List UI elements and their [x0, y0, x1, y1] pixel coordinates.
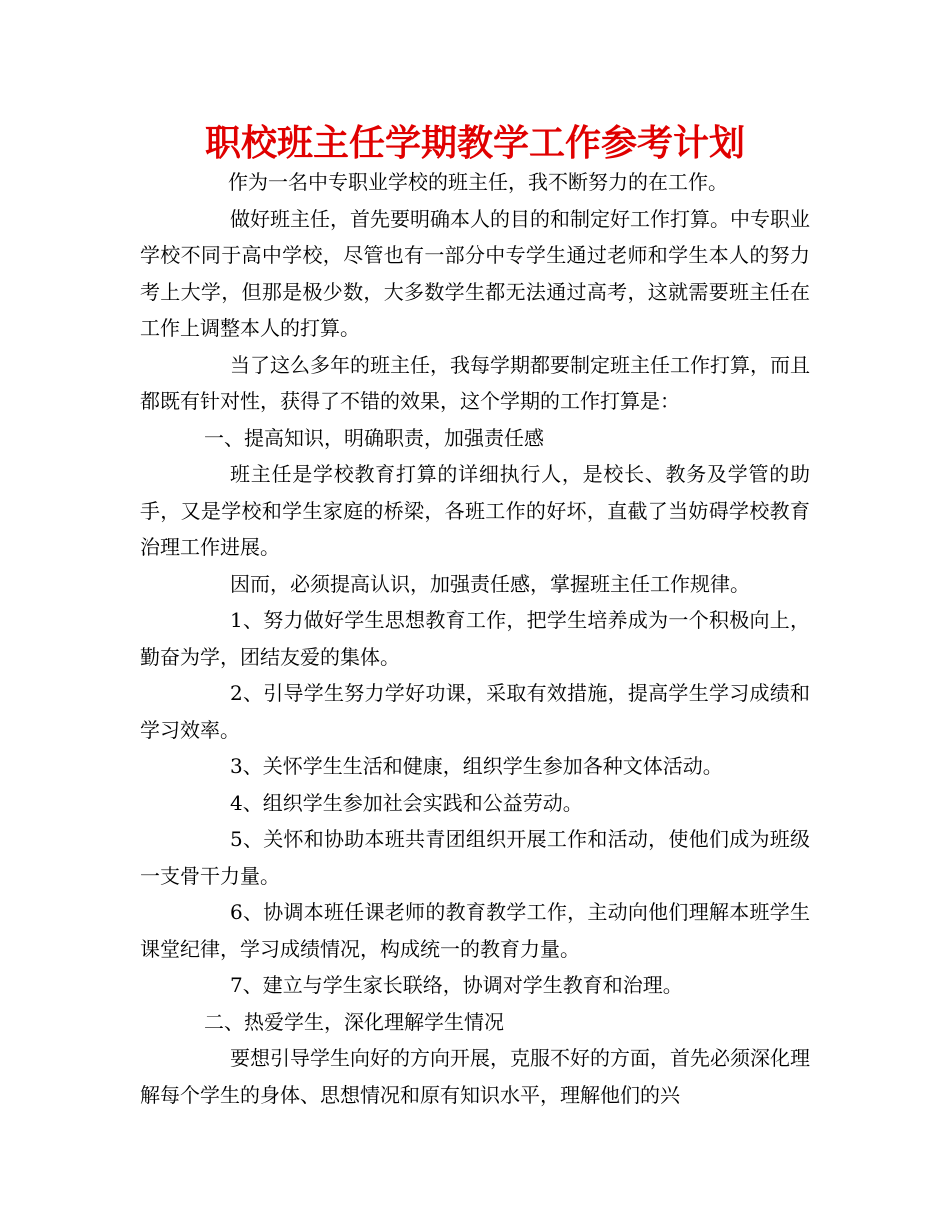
- paragraph-intro: 作为一名中专职业学校的班主任，我不断努力的在工作。: [228, 170, 728, 194]
- document-title: 职校班主任学期教学工作参考计划: [204, 123, 745, 164]
- paragraph: 因而，必须提高认识，加强责任感，掌握班主任工作规律。: [230, 571, 750, 596]
- document-body: [140, 164, 810, 1113]
- paragraph: 当了这么多年的班主任，我每学期都要制定班主任工作打算，而且都既有针对性，获得了不错的效果，这个学期的工作打算是：: [140, 352, 810, 413]
- list-item-3: 3、关怀学生生活和健康，组织学生参加各种文体活动。: [230, 754, 723, 778]
- paragraph: 做好班主任，首先要明确本人的目的和制定好工作打算。中专职业学校不同于高中学校，尽管也有一部分中专学生通过老师和学生本人的努力考上大学，但那是极少数，大多数学生都无法通过高考，这就需要班主任在工作上调整本人的打算。: [140, 206, 810, 340]
- list-item-6: 6、协调本班任课老师的教育教学工作，主动向他们理解本班学生课堂纪律，学习成绩情况，构成统一的教育力量。: [140, 900, 810, 961]
- list-item-5: 5、关怀和协助本班共青团组织开展工作和活动，使他们成为班级一支骨干力量。: [140, 827, 810, 888]
- paragraph: 班主任是学校教育打算的详细执行人，是校长、教务及学管的助手，又是学校和学生家庭的桥梁，各班工作的好坏，直截了当妨碍学校教育治理工作进展。: [140, 462, 810, 559]
- list-item-7: 7、建立与学生家长联络，协调对学生教育和治理。: [230, 973, 683, 997]
- section-heading-1: 一、提高知识，明确职责，加强责任感: [204, 425, 544, 450]
- list-item-2: 2、引导学生努力学好功课，采取有效措施，提高学生学习成绩和学习效率。: [140, 681, 810, 742]
- section-heading-2: 二、热爱学生，深化理解学生情况: [204, 1009, 504, 1034]
- list-item-1: 1、努力做好学生思想教育工作，把学生培养成为一个积极向上，勤奋为学，团结友爱的集体。: [140, 608, 810, 669]
- list-item-4: 4、组织学生参加社会实践和公益劳动。: [230, 790, 583, 815]
- paragraph: 要想引导学生向好的方向开展，克服不好的方面，首先必须深化理解每个学生的身体、思想情况和原有知识水平，理解他们的兴: [140, 1046, 810, 1107]
